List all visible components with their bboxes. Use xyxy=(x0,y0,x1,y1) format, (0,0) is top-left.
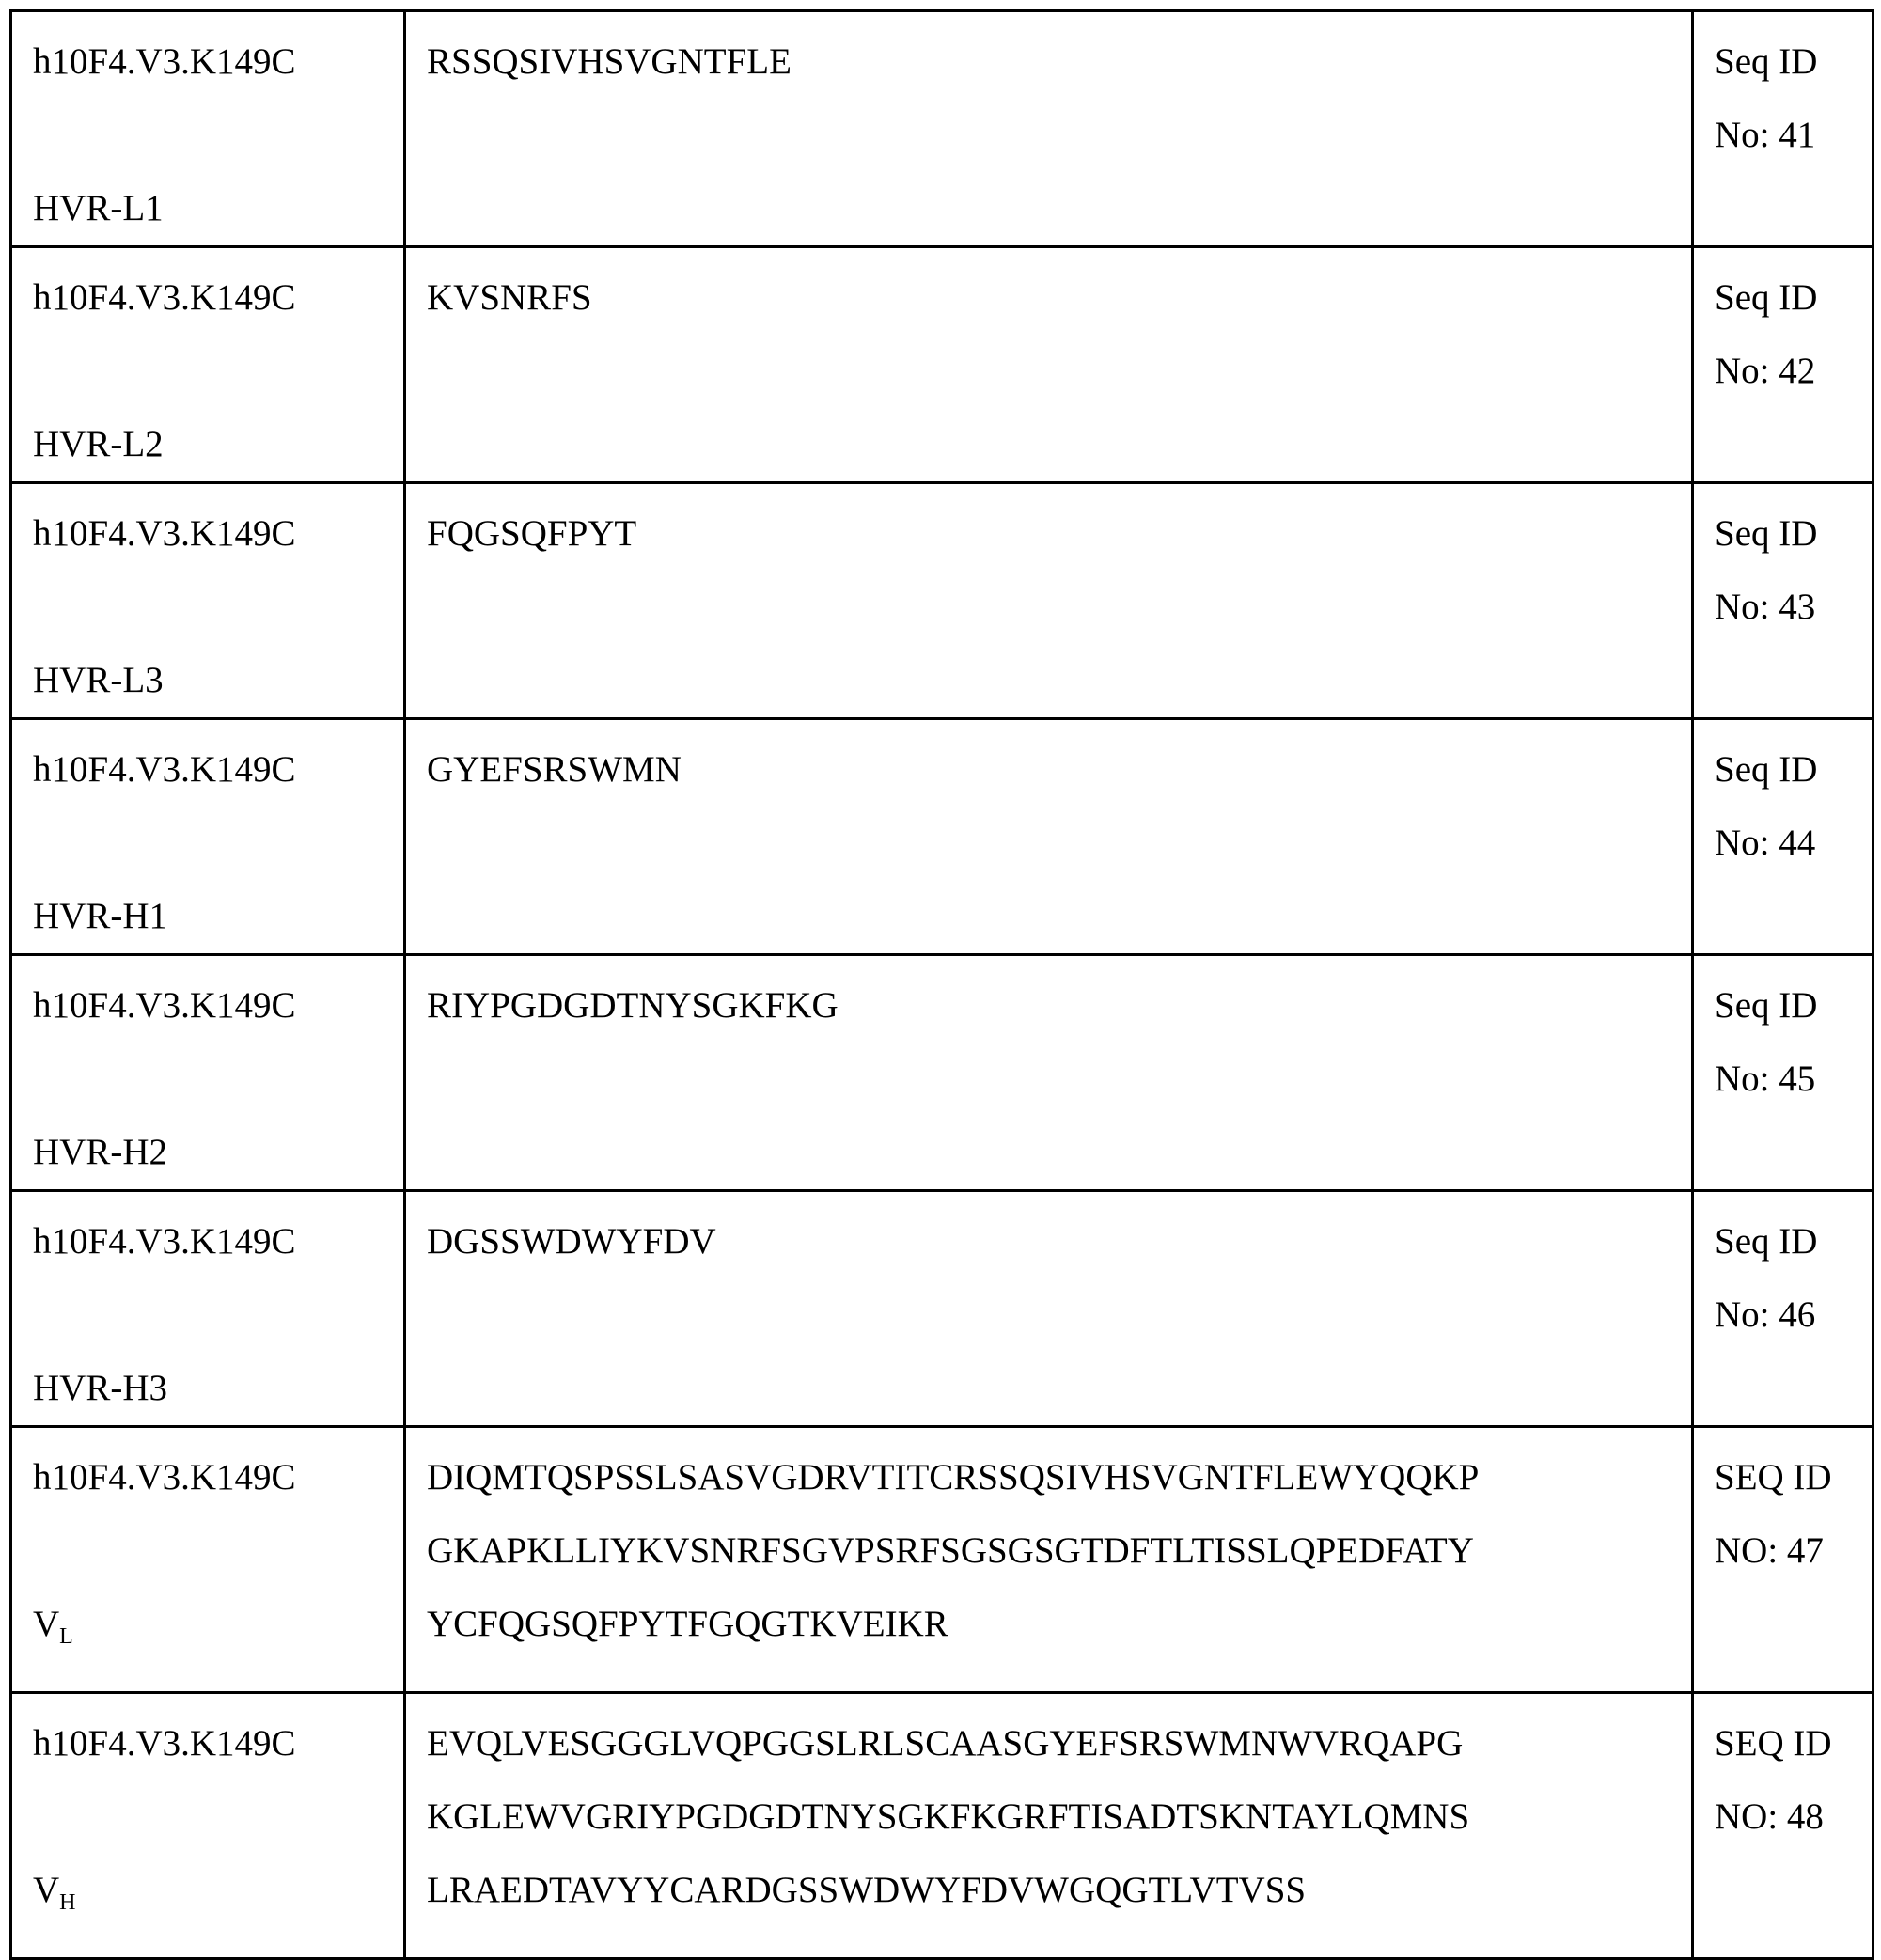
sequence-cell xyxy=(405,11,1693,247)
seq-id-label: Seq ID xyxy=(1715,497,1868,571)
table-row xyxy=(11,483,1873,719)
region-cell-label xyxy=(33,1352,383,1425)
seq-id-number: No: 46 xyxy=(1715,1278,1868,1352)
sequence-cell xyxy=(405,1191,1693,1427)
sequence-line: DGSSWDWYFDV xyxy=(427,1205,1670,1278)
region-label: HVR-L1 xyxy=(33,188,164,228)
seq-id-number: No: 44 xyxy=(1715,807,1868,880)
sequence-line: RSSQSIVHSVGNTFLE xyxy=(427,25,1670,99)
sequence-line: FQGSQFPYT xyxy=(427,497,1670,571)
antibody-name: h10F4.V3.K149C xyxy=(33,261,383,335)
antibody-cell xyxy=(11,719,405,955)
sequence-line: KGLEWVGRIYPGDGDTNYSGKFKGRFTISADTSKNTAYLQMNS xyxy=(427,1780,1670,1854)
region-cell-label xyxy=(33,880,383,953)
antibody-cell xyxy=(11,247,405,483)
seq-id-cell xyxy=(1693,11,1873,247)
seq-id-number: NO: 47 xyxy=(1715,1514,1868,1588)
region-label: V xyxy=(33,1604,59,1644)
seq-id-number: No: 41 xyxy=(1715,99,1868,172)
seq-id-label: Seq ID xyxy=(1715,733,1868,807)
antibody-name: h10F4.V3.K149C xyxy=(33,733,383,807)
antibody-cell xyxy=(11,1191,405,1427)
table-row xyxy=(11,719,1873,955)
table-row xyxy=(11,1191,1873,1427)
region-label: HVR-H2 xyxy=(33,1132,167,1172)
sequence-line: RIYPGDGDTNYSGKFKG xyxy=(427,969,1670,1043)
region-label: HVR-H1 xyxy=(33,896,167,936)
sequence-line: GKAPKLLIYKVSNRFSGVPSRFSGSGSGTDFTLTISSLQPEDFATY xyxy=(427,1514,1670,1588)
region-cell-label xyxy=(33,1588,383,1673)
sequence-cell xyxy=(405,247,1693,483)
antibody-cell xyxy=(11,1427,405,1693)
seq-id-cell xyxy=(1693,247,1873,483)
region-label: HVR-L3 xyxy=(33,660,164,700)
table-row xyxy=(11,1427,1873,1693)
antibody-name: h10F4.V3.K149C xyxy=(33,1441,383,1514)
table-row xyxy=(11,955,1873,1191)
sequence-cell xyxy=(405,719,1693,955)
region-cell-label xyxy=(33,1854,383,1939)
seq-id-label: SEQ ID xyxy=(1715,1441,1868,1514)
antibody-cell xyxy=(11,483,405,719)
seq-id-label: Seq ID xyxy=(1715,1205,1868,1278)
sequence-line: EVQLVESGGGLVQPGGSLRLSCAASGYEFSRSWMNWVRQAPG xyxy=(427,1707,1670,1780)
seq-id-number: No: 42 xyxy=(1715,335,1868,408)
antibody-name: h10F4.V3.K149C xyxy=(33,969,383,1043)
antibody-name: h10F4.V3.K149C xyxy=(33,25,383,99)
seq-id-label: Seq ID xyxy=(1715,25,1868,99)
region-cell-label xyxy=(33,1116,383,1189)
antibody-name: h10F4.V3.K149C xyxy=(33,1205,383,1278)
sequence-line: LRAEDTAVYYCARDGSSWDWYFDVWGQGTLVTVSS xyxy=(427,1854,1670,1927)
table-row xyxy=(11,247,1873,483)
sequence-line: GYEFSRSWMN xyxy=(427,733,1670,807)
region-label: HVR-H3 xyxy=(33,1368,167,1408)
sequence-cell xyxy=(405,483,1693,719)
region-label: HVR-L2 xyxy=(33,424,164,464)
antibody-cell xyxy=(11,11,405,247)
region-subscript: H xyxy=(59,1890,75,1915)
region-cell-label xyxy=(33,408,383,481)
seq-id-cell xyxy=(1693,483,1873,719)
sequence-cell xyxy=(405,1693,1693,1959)
table-row xyxy=(11,1693,1873,1959)
antibody-cell xyxy=(11,1693,405,1959)
seq-id-cell xyxy=(1693,955,1873,1191)
seq-id-number: No: 45 xyxy=(1715,1043,1868,1116)
seq-id-label: Seq ID xyxy=(1715,969,1868,1043)
seq-id-number: No: 43 xyxy=(1715,571,1868,644)
seq-id-cell xyxy=(1693,1427,1873,1693)
seq-id-cell xyxy=(1693,1693,1873,1959)
antibody-cell xyxy=(11,955,405,1191)
seq-id-cell xyxy=(1693,719,1873,955)
seq-id-label: SEQ ID xyxy=(1715,1707,1868,1780)
antibody-name: h10F4.V3.K149C xyxy=(33,1707,383,1780)
region-cell-label xyxy=(33,172,383,245)
sequence-cell xyxy=(405,955,1693,1191)
seq-id-number: NO: 48 xyxy=(1715,1780,1868,1854)
region-label: V xyxy=(33,1870,59,1910)
seq-id-label: Seq ID xyxy=(1715,261,1868,335)
sequence-table xyxy=(9,9,1874,1960)
sequence-line: DIQMTQSPSSLSASVGDRVTITCRSSQSIVHSVGNTFLEWYQQKP xyxy=(427,1441,1670,1514)
sequence-line: YCFQGSQFPYTFGQGTKVEIKR xyxy=(427,1588,1670,1661)
region-cell-label xyxy=(33,644,383,717)
table-row xyxy=(11,11,1873,247)
region-subscript: L xyxy=(59,1624,73,1649)
antibody-name: h10F4.V3.K149C xyxy=(33,497,383,571)
sequence-line: KVSNRFS xyxy=(427,261,1670,335)
sequence-cell xyxy=(405,1427,1693,1693)
seq-id-cell xyxy=(1693,1191,1873,1427)
